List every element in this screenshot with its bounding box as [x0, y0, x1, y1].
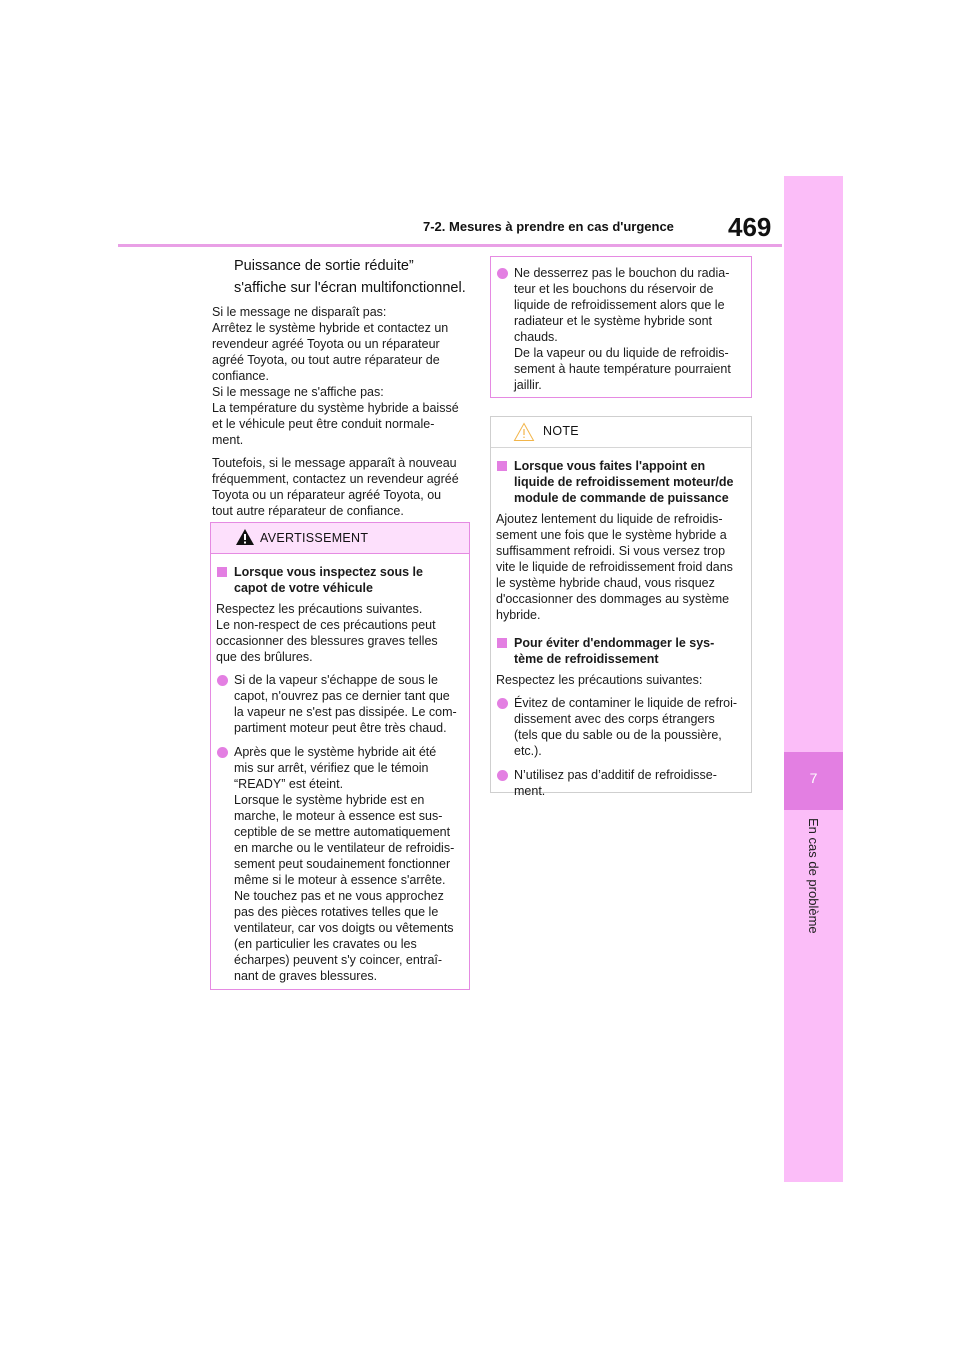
- text-line: Toutefois, si le message apparaît à nouveau: [212, 456, 457, 470]
- text-line: revendeur agréé Toyota ou un réparateur: [212, 337, 440, 351]
- text-line: capot de votre véhicule: [234, 581, 373, 595]
- note-content: [491, 448, 751, 813]
- section-header: 7-2. Mesures à prendre en cas d'urgence: [423, 219, 674, 234]
- note-bullet: [496, 695, 745, 759]
- text-line: Si le message ne s'affiche pas:: [212, 385, 384, 399]
- text-line: Évitez de contaminer le liquide de refroi-: [514, 696, 738, 710]
- intro-line: s'affiche sur l'écran multifonctionnel.: [234, 280, 466, 296]
- text-line: fréquemment, contactez un revendeur agréé: [212, 472, 459, 486]
- text-line: nant de graves blessures.: [234, 969, 378, 983]
- text-line: Si le message ne disparaît pas:: [212, 305, 387, 319]
- text-line: même si le moteur à essence s'arrête.: [234, 873, 446, 887]
- warning-heading: [216, 564, 463, 596]
- text-line: sement à haute température pourraient: [514, 362, 731, 376]
- text-line: (en particulier les cravates ou les: [234, 937, 417, 951]
- header-rule: [118, 244, 782, 247]
- text-line: que des brûlures.: [216, 650, 313, 664]
- page-number: 469: [728, 212, 772, 242]
- text-line: Après que le système hybride ait été: [234, 745, 437, 759]
- note-heading: [496, 458, 745, 506]
- warning-triangle-icon: [235, 528, 255, 551]
- text-line: (tels que du sable ou de la poussière,: [514, 728, 722, 742]
- warning-bullet: [216, 672, 463, 736]
- text-line: Lorsque vous inspectez sous le: [234, 565, 423, 579]
- text-line: mis sur arrêt, vérifiez que le témoin: [234, 761, 429, 775]
- text-line: Respectez les précautions suivantes.: [216, 602, 423, 616]
- warning-intro: [216, 601, 463, 665]
- text-line: ment.: [514, 784, 546, 798]
- note-paragraph: [496, 672, 745, 688]
- text-line: tème de refroidissement: [514, 652, 659, 666]
- square-bullet-icon: [497, 638, 507, 648]
- text-line: Pour éviter d'endommager le sys-: [514, 636, 715, 650]
- text-line: sement peut soudainement fonctionner: [234, 857, 451, 871]
- text-line: et le véhicule peut être conduit normale-: [212, 417, 435, 431]
- round-bullet-icon: [217, 675, 228, 686]
- left-body-text: [212, 304, 474, 526]
- text-line: chauds.: [514, 330, 558, 344]
- note-box: [490, 416, 752, 798]
- text-line: De la vapeur ou du liquide de refroidis-: [514, 346, 729, 360]
- text-line: module de commande de puissance: [514, 491, 729, 505]
- text-line: tout autre réparateur de confiance.: [212, 504, 404, 518]
- text-line: Le non-respect de ces précautions peut: [216, 618, 436, 632]
- text-line: ventilateur, car vos doigts ou vêtements: [234, 921, 454, 935]
- note-title-bar: [491, 417, 751, 448]
- text-line: Si de la vapeur s'échappe de sous le: [234, 673, 438, 687]
- text-line: Ne touchez pas et ne vous approchez: [234, 889, 444, 903]
- text-line: la vapeur ne s'est pas dissipée. Le com-: [234, 705, 457, 719]
- round-bullet-icon: [497, 268, 508, 279]
- text-line: Lorsque vous faites l'appoint en: [514, 459, 706, 473]
- text-line: suffisamment refroidi. Si vous versez trop: [496, 544, 726, 558]
- caution-triangle-icon: [513, 422, 535, 447]
- text-line: ment.: [212, 433, 244, 447]
- round-bullet-icon: [497, 770, 508, 781]
- text-line: Ne desserrez pas le bouchon du radia-: [514, 266, 730, 280]
- intro-line: Puissance de sortie réduite”: [234, 258, 414, 274]
- text-line: liquide de refroidissement moteur/de: [514, 475, 734, 489]
- text-line: etc.).: [514, 744, 542, 758]
- note-paragraph: [496, 511, 745, 623]
- text-line: jaillir.: [514, 378, 542, 392]
- text-line: Lorsque le système hybride est en: [234, 793, 425, 807]
- text-line: liquide de refroidissement alors que le: [514, 298, 725, 312]
- square-bullet-icon: [497, 461, 507, 471]
- text-line: Ajoutez lentement du liquide de refroidis-: [496, 512, 723, 526]
- warning-bullet: [496, 265, 745, 393]
- text-line: N’utilisez pas d’additif de refroidisse-: [514, 768, 717, 782]
- text-line: agréé Toyota, ou tout autre réparateur de: [212, 353, 440, 367]
- paragraph-message-recurs: [212, 455, 474, 519]
- text-line: vite le liquide de refroidissement froid dans: [496, 560, 733, 574]
- text-line: pas des pièces rotatives telles que le: [234, 905, 439, 919]
- text-line: en marche ou le ventilateur de refroidis-: [234, 841, 455, 855]
- warning-continued-content: [491, 257, 751, 407]
- text-line: capot, n'ouvrez pas ce dernier tant que: [234, 689, 450, 703]
- note-title: NOTE: [543, 424, 579, 438]
- text-line: ceptible de se mettre automatiquement: [234, 825, 451, 839]
- text-line: marche, le moteur à essence est sus-: [234, 809, 443, 823]
- note-bullet: [496, 767, 745, 799]
- warning-title-bar: [211, 523, 469, 554]
- warning-box: [210, 522, 470, 990]
- round-bullet-icon: [497, 698, 508, 709]
- text-line: radiateur et le système hybride sont: [514, 314, 713, 328]
- text-line: écharpes) peuvent s'y coincer, entraî-: [234, 953, 443, 967]
- round-bullet-icon: [217, 747, 228, 758]
- text-line: sement une fois que le système hybride a: [496, 528, 727, 542]
- warning-content: [211, 554, 469, 998]
- chapter-number: 7: [809, 770, 818, 786]
- text-line: teur et les bouchons du réservoir de: [514, 282, 714, 296]
- text-line: Arrêtez le système hybride et contactez un: [212, 321, 449, 335]
- warning-continued-box: [490, 256, 752, 398]
- text-line: dissement avec des corps étrangers: [514, 712, 715, 726]
- text-line: d'occasionner des dommages au système: [496, 592, 730, 606]
- chapter-title: En cas de problème: [806, 818, 821, 934]
- text-line: le système hybride chaud, vous risquez: [496, 576, 715, 590]
- text-line: Respectez les précautions suivantes:: [496, 673, 703, 687]
- text-line: hybride.: [496, 608, 541, 622]
- text-line: La température du système hybride a baissé: [212, 401, 459, 415]
- note-heading: [496, 635, 745, 667]
- text-line: occasionner des blessures graves telles: [216, 634, 438, 648]
- square-bullet-icon: [217, 567, 227, 577]
- text-line: Toyota ou un réparateur agréé Toyota, ou: [212, 488, 442, 502]
- chapter-side-tab: [784, 176, 843, 1182]
- text-line: “READY” est éteint.: [234, 777, 344, 791]
- text-line: partiment moteur peut être très chaud.: [234, 721, 447, 735]
- text-line: confiance.: [212, 369, 269, 383]
- warning-bullet: [216, 744, 463, 984]
- paragraph-message-status: [212, 304, 474, 448]
- warning-title: AVERTISSEMENT: [260, 531, 369, 545]
